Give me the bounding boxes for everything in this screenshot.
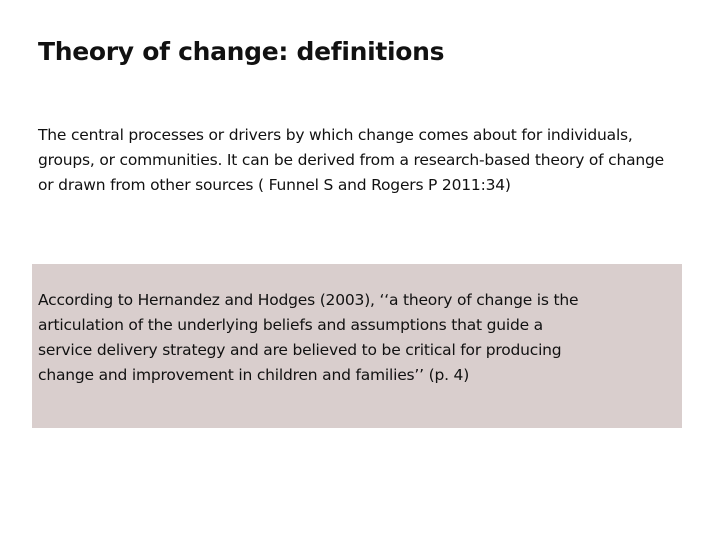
quote-text: According to Hernandez and Hodges (2003), ‘‘a theory of change is the articulation of the underlying beliefs and assumptions that guide a service delivery strategy and are believed to be critical for producing change and improvement in children and families’’ (p. 4) <box>38 291 579 384</box>
definition-text: The central processes or drivers by which change comes about for individuals, groups, or communities. It can be derived from a research-based theory of change or drawn from other sources ( Funnel S and Rogers P 2011:34) <box>38 126 665 194</box>
slide-title: Theory of change: definitions <box>38 37 445 66</box>
quote-box <box>32 264 682 428</box>
